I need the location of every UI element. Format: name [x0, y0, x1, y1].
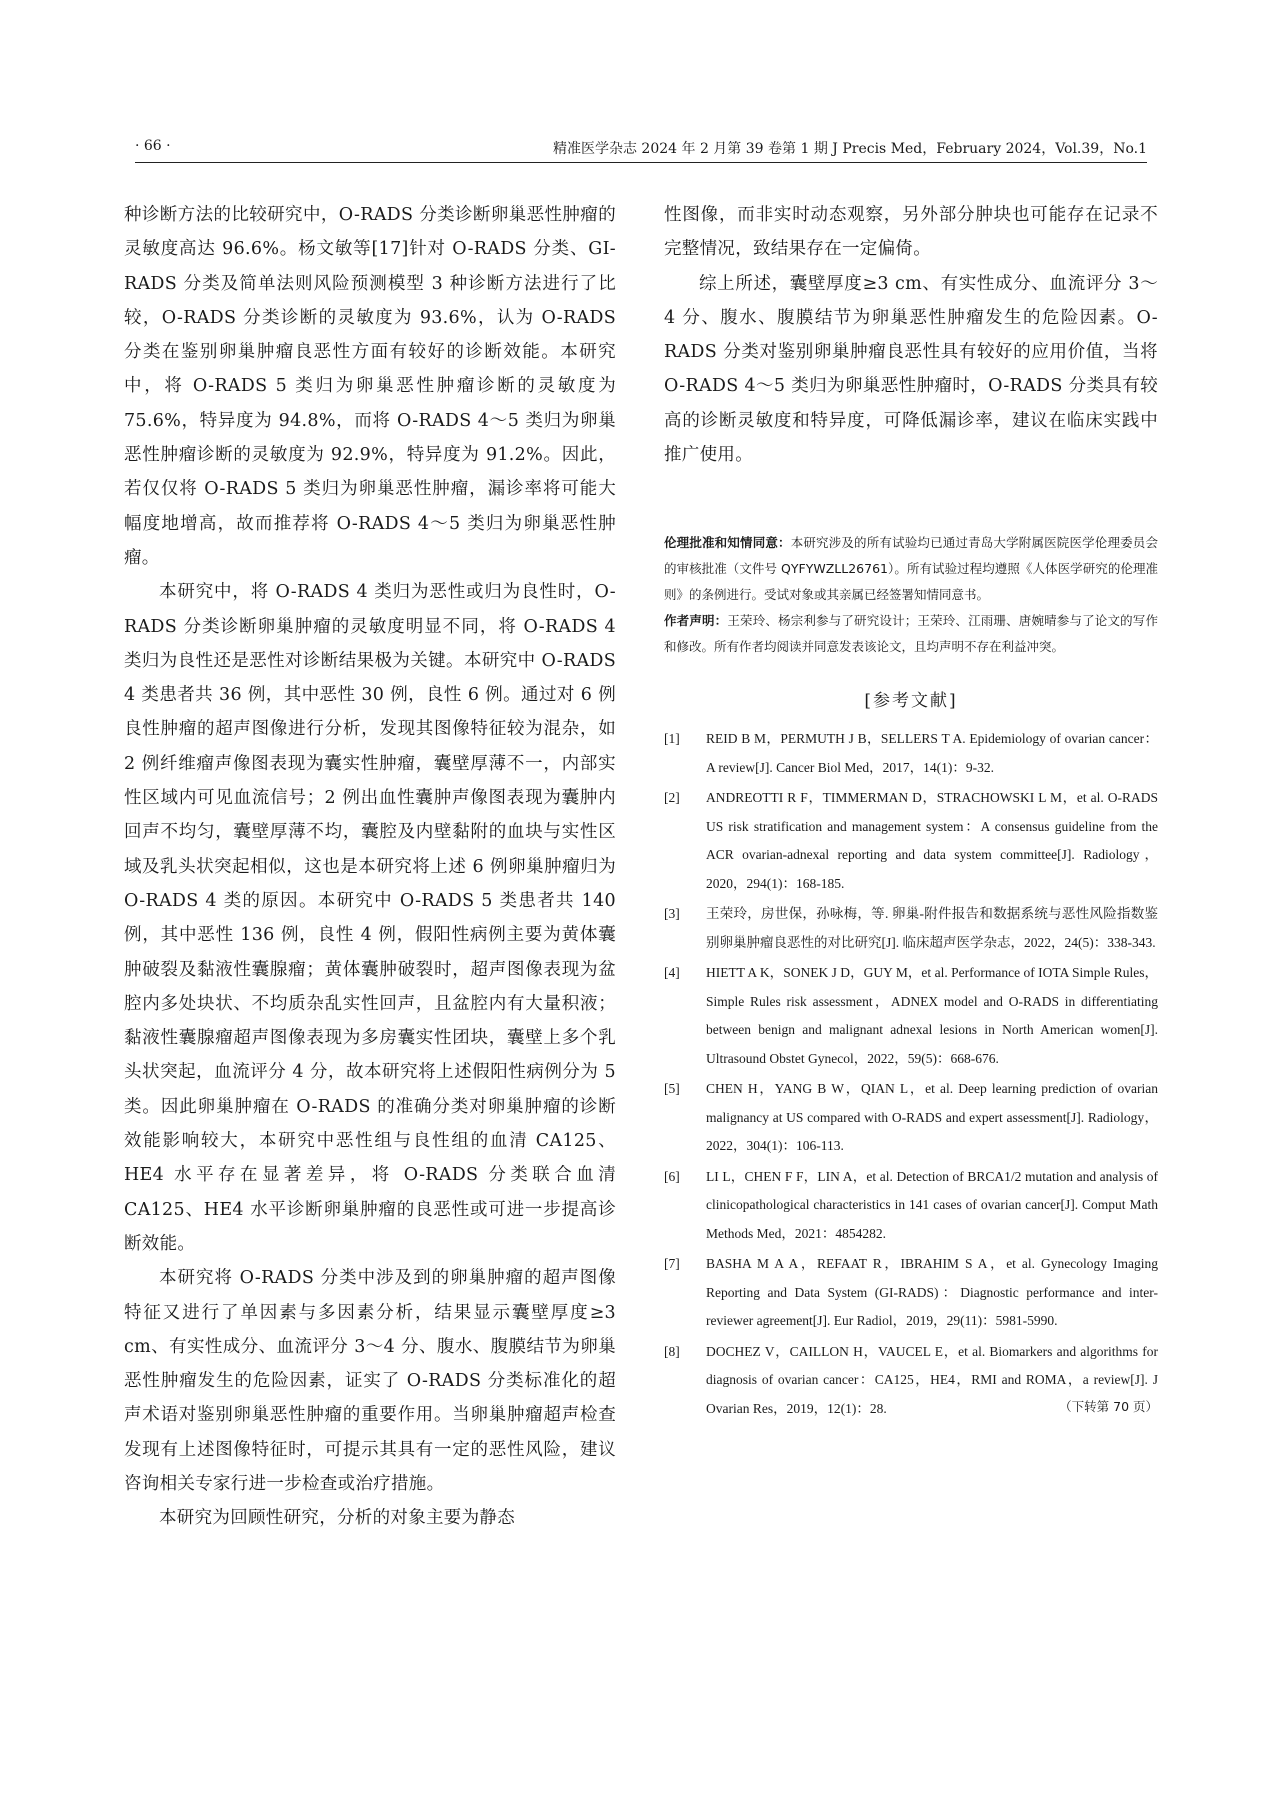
reference-number: [6]	[664, 1168, 680, 1184]
reference-item	[664, 1250, 1158, 1336]
paragraph: 本研究将 O-RADS 分类中涉及到的卵巢肿瘤的超声图像特征又进行了单因素与多因素分析，结果显示囊壁厚度≥3 cm、有实性成分、血流评分 3～4 分、腹水、腹膜结节为卵巢恶性肿瘤发生的危险因素，证实了 O-RADS 分类标准化的超声术语对鉴别卵巢恶性肿瘤的重要作用。当卵巢肿瘤超声检查发现有上述图像特征时，可提示其具有一定的恶性风险，建议咨询相关专家行进一步检查或治疗措施。	[124, 1268, 616, 1494]
reference-item	[664, 1075, 1158, 1161]
author-statement	[664, 608, 1158, 660]
reference-item	[664, 1163, 1158, 1249]
reference-number: [7]	[664, 1256, 680, 1272]
reference-item	[664, 784, 1158, 898]
paragraph: 本研究中，将 O-RADS 4 类归为恶性或归为良性时，O-RADS 分类诊断卵巢肿瘤的灵敏度明显不同，将 O-RADS 4 类归为良性还是恶性对诊断结果极为关键。本研究中 O-RADS 4 类患者共 36 例，其中恶性 30 例，良性 6 例。通过对 6 例良性肿瘤的超声图像进行分析，发现其图像特征较为混杂，如 2 例纤维瘤声像图表现为囊实性肿瘤，囊壁厚薄不一，内部实性区域内可见血流信号；2 例出血性囊肿声像图表现为囊肿内回声不均匀，囊壁厚薄不均，囊腔及内壁黏附的血块与实性区域及乳头状突起相似，这也是本研究将上述 6 例卵巢肿瘤归为 O-RADS 4 类的原因。本研究中 O-RADS 5 类患者共 140 例，其中恶性 136 例，良性 4 例，假阳性病例主要为黄体囊肿破裂及黏液性囊腺瘤；黄体囊肿破裂时，超声图像表现为盆腔内多处块状、不均质杂乱实性回声，且盆腔内有大量积液；黏液性囊腺瘤超声图像表现为多房囊实性团块，囊壁上多个乳头状突起，血流评分 4 分，故本研究将上述假阳性病例分为 5 类。因此卵巢肿瘤在 O-RADS 的准确分类对卵巢肿瘤的诊断效能影响较大，本研究中恶性组与良性组的血清 CA125、HE4 水平存在显著差异，将 O-RADS 分类联合血清 CA125、HE4 水平诊断卵巢肿瘤的良恶性或可进一步提高诊断效能。	[124, 582, 616, 1254]
header-rule	[135, 162, 1147, 163]
reference-text: REID B M，PERMUTH J B，SELLERS T A. Epidemiology of ovarian cancer：A review[J]. Cancer Biol Med，2017，14(1)：9-32.	[706, 731, 1158, 775]
author-label: 作者声明：	[664, 613, 728, 629]
reference-text: ANDREOTTI R F，TIMMERMAN D，STRACHOWSKI L M，et al. O-RADS US risk stratification and management system：A consensus guideline from the ACR ovarian-adnexal reporting and data system committee[J]. Radiology，2020，294(1)：168-185.	[706, 790, 1158, 891]
ethics-label: 伦理批准和知情同意：	[664, 535, 791, 551]
paragraph-continued: 种诊断方法的比较研究中，O-RADS 分类诊断卵巢恶性肿瘤的灵敏度高达 96.6%。杨文敏等[17]针对 O-RADS 分类、GI-RADS 分类及简单法则风险预测模型 3 种诊断方法进行了比较，O-RADS 分类诊断的灵敏度为 93.6%，认为 O-RADS 分类在鉴别卵巢肿瘤良恶性方面有较好的诊断效能。本研究中，将 O-RADS 5 类归为卵巢恶性肿瘤诊断的灵敏度为 75.6%，特异度为 94.8%，而将 O-RADS 4～5 类归为卵巢恶性肿瘤诊断的灵敏度为 92.9%，特异度为 91.2%。因此，若仅仅将 O-RADS 5 类归为卵巢恶性肿瘤，漏诊率将可能大幅度地增高，故而推荐将 O-RADS 4～5 类归为卵巢恶性肿瘤。	[124, 205, 616, 568]
reference-text: LI L，CHEN F F，LIN A，et al. Detection of BRCA1/2 mutation and analysis of clinicopathological characteristics in 141 cases of ovarian cancer[J]. Comput Math Methods Med，2021：4854282.	[706, 1168, 1158, 1241]
author-text: 王荣玲、杨宗利参与了研究设计；王荣玲、江雨珊、唐婉晴参与了论文的写作和修改。所有作者均阅读并同意发表该论文，且均声明不存在利益冲突。	[664, 613, 1158, 655]
reference-number: [3]	[664, 906, 680, 922]
reference-text: BASHA M A A，REFAAT R，IBRAHIM S A，et al. Gynecology Imaging Reporting and Data System (GI-RADS)：Diagnostic performance and inter-reviewer agreement[J]. Eur Radiol，2019，29(11)：5981-5990.	[706, 1256, 1158, 1329]
reference-text: 王荣玲，房世保，孙咏梅，等. 卵巢-附件报告和数据系统与恶性风险指数鉴别卵巢肿瘤良恶性的对比研究[J]. 临床超声医学杂志，2022，24(5)：338-343.	[706, 906, 1158, 950]
reference-item	[664, 725, 1158, 782]
reference-number: [5]	[664, 1081, 680, 1097]
reference-number: [4]	[664, 965, 680, 981]
ethics-text: 本研究涉及的所有试验均已通过青岛大学附属医院医学伦理委员会的审核批准（文件号 QYFYWZLL26761）。所有试验过程均遵照《人体医学研究的伦理准则》的条例进行。受试对象或其亲属已经签署知情同意书。	[664, 535, 1158, 603]
page-header	[135, 138, 1147, 162]
continued-note: （下转第 70 页）	[1059, 1399, 1158, 1415]
reference-item	[664, 959, 1158, 1073]
references-title: [参考文献]	[864, 691, 958, 712]
paragraph: 本研究为回顾性研究，分析的对象主要为静态	[159, 1508, 515, 1529]
left-column	[124, 198, 616, 1536]
reference-number: [8]	[664, 1343, 680, 1359]
reference-item	[664, 1338, 1158, 1424]
reference-list	[664, 725, 1158, 1423]
paragraph-continued: 性图像，而非实时动态观察，另外部分肿块也可能存在记录不完整情况，致结果存在一定偏倚。	[664, 205, 1158, 260]
page-number: · 66 ·	[135, 138, 171, 154]
reference-number: [2]	[664, 790, 680, 806]
journal-citation: 精准医学杂志 2024 年 2 月第 39 卷第 1 期 J Precis Med，February 2024，Vol.39，No.1	[552, 141, 1147, 157]
conclusion-paragraph: 综上所述，囊壁厚度≥3 cm、有实性成分、血流评分 3～4 分、腹水、腹膜结节为卵巢恶性肿瘤发生的危险因素。O-RADS 分类对鉴别卵巢肿瘤良恶性具有较好的应用价值，当将 O-RADS 4～5 类归为卵巢恶性肿瘤时，O-RADS 分类具有较高的诊断灵敏度和特异度，可降低漏诊率，建议在临床实践中推广使用。	[664, 273, 1158, 466]
reference-item	[664, 900, 1158, 957]
right-column	[664, 198, 1158, 1415]
reference-text: HIETT A K，SONEK J D，GUY M，et al. Performance of IOTA Simple Rules，Simple Rules risk assessment，ADNEX model and O-RADS in differentiating between benign and malignant adnexal lesions in North American women[J]. Ultrasound Obstet Gynecol，2022，59(5)：668-676.	[706, 965, 1158, 1066]
reference-number: [1]	[664, 731, 680, 747]
ethics-statement	[664, 530, 1158, 608]
reference-text: CHEN H，YANG B W，QIAN L，et al. Deep learning prediction of ovarian malignancy at US compared with O-RADS and expert assessment[J]. Radiology，2022，304(1)：106-113.	[706, 1081, 1158, 1154]
reference-text: DOCHEZ V，CAILLON H，VAUCEL E，et al. Biomarkers and algorithms for diagnosis of ovarian cancer：CA125，HE4，RMI and ROMA，a review[J]. J Ovarian Res，2019，12(1)：28.	[706, 1343, 1158, 1416]
